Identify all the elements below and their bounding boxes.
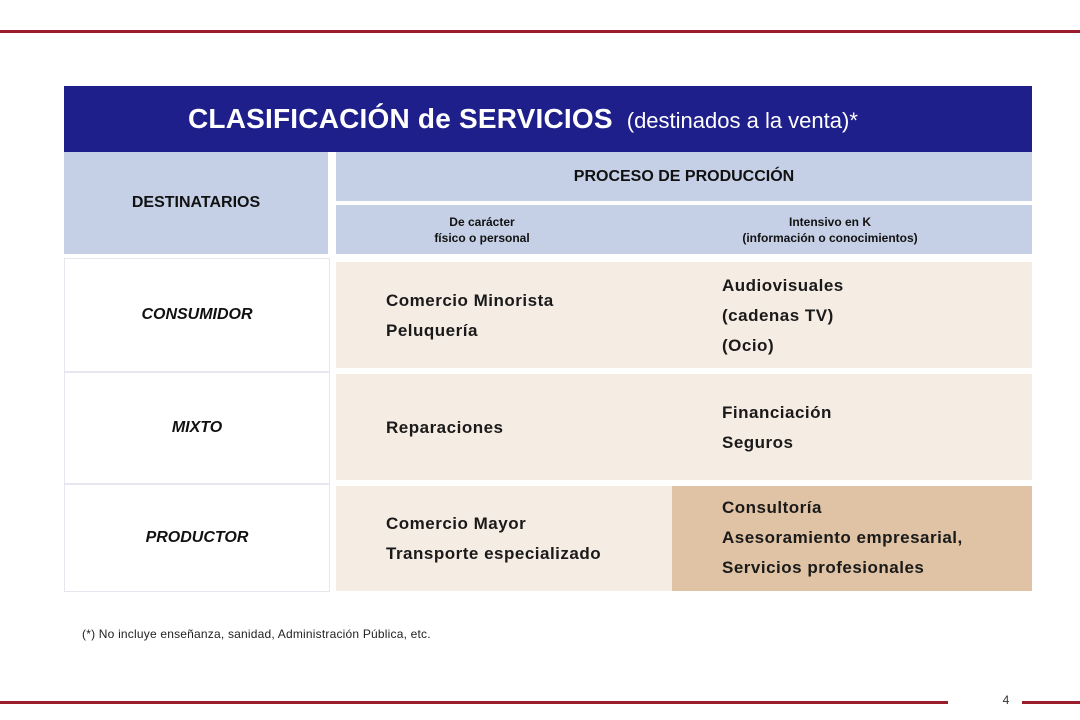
subheader-fisico-line1: De carácter <box>449 214 515 229</box>
cell-item: (cadenas TV) <box>722 306 834 325</box>
row-label-mixto: MIXTO <box>64 372 330 484</box>
cell-mixto-fisico <box>386 413 504 443</box>
cell-productor-intensivo <box>722 493 963 583</box>
cell-item: Asesoramiento empresarial, <box>722 528 963 547</box>
cell-item: Audiovisuales <box>722 276 844 295</box>
title-bar <box>64 86 1032 152</box>
row-label-productor: PRODUCTOR <box>64 484 330 592</box>
cell-mixto-intensivo <box>722 398 832 458</box>
cell-item: Consultoría <box>722 498 822 517</box>
cell-productor-fisico <box>386 509 601 569</box>
cell-item: Financiación <box>722 403 832 422</box>
cell-item: Reparaciones <box>386 418 504 437</box>
cell-item: Seguros <box>722 433 794 452</box>
bottom-divider-left <box>0 701 948 704</box>
cell-item: Peluquería <box>386 321 478 340</box>
subheader-intensivo-line2: (información o conocimientos) <box>742 230 918 245</box>
footnote: (*) No incluye enseñanza, sanidad, Administración Pública, etc. <box>82 627 431 641</box>
row-label-consumidor: CONSUMIDOR <box>64 258 330 372</box>
subheader-intensivo-line1: Intensivo en K <box>788 214 871 229</box>
subheader-fisico <box>336 205 628 254</box>
cell-consumidor-intensivo <box>722 271 844 361</box>
header-destinatarios: DESTINATARIOS <box>64 152 328 254</box>
top-divider <box>0 30 1080 33</box>
cell-item: Transporte especializado <box>386 544 602 563</box>
cell-item: Comercio Mayor <box>386 514 527 533</box>
page-subtitle: (destinados a la venta)* <box>626 108 858 133</box>
bottom-divider-right <box>1022 701 1080 704</box>
subheader-intensivo <box>628 205 1032 254</box>
header-proceso-produccion: PROCESO DE PRODUCCIÓN <box>336 152 1032 201</box>
cell-item: Comercio Minorista <box>386 291 554 310</box>
subheader-fisico-line2: físico o personal <box>434 230 530 245</box>
page-title: CLASIFICACIÓN de SERVICIOS <box>188 103 613 134</box>
cell-item: Servicios profesionales <box>722 558 925 577</box>
cell-item: (Ocio) <box>722 336 775 355</box>
page-number: 4 <box>1002 693 1010 707</box>
cell-consumidor-fisico <box>386 286 554 346</box>
